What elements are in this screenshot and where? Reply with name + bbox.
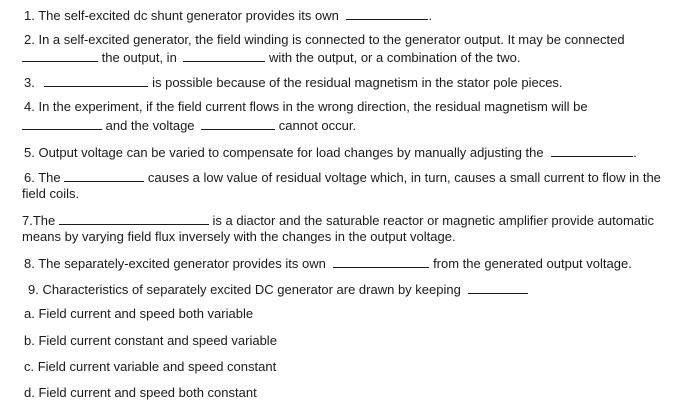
question-3-text: is possible because of the residual magnetism in the stator pole pieces. bbox=[152, 75, 563, 90]
question-5-blank[interactable] bbox=[551, 144, 633, 157]
option-a[interactable] bbox=[24, 306, 253, 322]
question-5-end: . bbox=[633, 145, 637, 160]
question-6-line-1 bbox=[24, 169, 661, 186]
option-c[interactable] bbox=[24, 359, 276, 375]
question-1-text: 1. The self-excited dc shunt generator provides its own bbox=[24, 8, 339, 23]
option-b-label: b. Field current constant and speed variable bbox=[24, 333, 277, 348]
question-4-line-2 bbox=[22, 117, 356, 134]
question-4-text-1: 4. In the experiment, if the field current flows in the wrong direction, the residual magnetism will be bbox=[24, 99, 588, 114]
question-8-text: 8. The separately-excited generator provides its own bbox=[24, 256, 326, 271]
question-7-text-2: means by varying field flux inversely with the changes in the output voltage. bbox=[22, 229, 456, 244]
question-5-text: 5. Output voltage can be varied to compensate for load changes by manually adjusting the bbox=[24, 145, 544, 160]
question-1-end: . bbox=[428, 8, 433, 23]
question-2-blank-2[interactable] bbox=[183, 49, 265, 62]
question-2-text-2: the output, in bbox=[101, 50, 177, 65]
question-3 bbox=[24, 74, 563, 91]
question-9-blank[interactable] bbox=[468, 281, 528, 294]
question-7-line-2 bbox=[22, 229, 456, 245]
question-9-text: 9. Characteristics of separately excited DC generator are drawn by keeping bbox=[28, 282, 461, 297]
question-7-line-1 bbox=[22, 212, 654, 229]
question-2-text-1: 2. In a self-excited generator, the field winding is connected to the generator output. It may be connected bbox=[24, 32, 625, 47]
question-2-line-1 bbox=[24, 32, 625, 48]
question-2-blank-1[interactable] bbox=[22, 49, 98, 62]
question-6-line-2 bbox=[22, 186, 79, 202]
question-1 bbox=[24, 7, 432, 24]
question-4-blank-1[interactable] bbox=[22, 117, 102, 130]
question-1-blank[interactable] bbox=[346, 7, 428, 20]
question-3-number: 3. bbox=[24, 75, 35, 90]
question-4-text-3: cannot occur. bbox=[278, 118, 357, 133]
question-5 bbox=[24, 144, 637, 161]
question-7-text: is a diactor and the saturable reactor or magnetic amplifier provide automatic bbox=[212, 213, 654, 228]
question-6-text: causes a low value of residual voltage which, in turn, causes a small current to flow in the bbox=[147, 170, 661, 185]
question-8-blank[interactable] bbox=[333, 255, 429, 268]
question-6-number: 6. The bbox=[24, 170, 61, 185]
option-a-label: a. Field current and speed both variable bbox=[24, 306, 254, 321]
question-4-line-1 bbox=[24, 99, 588, 115]
question-9 bbox=[28, 281, 528, 298]
question-3-blank[interactable] bbox=[44, 74, 148, 87]
option-c-label: c. Field current variable and speed constant bbox=[24, 359, 277, 374]
option-d[interactable] bbox=[24, 385, 257, 401]
question-4-text-2: and the voltage bbox=[105, 118, 195, 133]
question-7-number: 7.The bbox=[22, 213, 56, 228]
question-2-text-3: with the output, or a combination of the two. bbox=[269, 50, 521, 65]
question-4-blank-2[interactable] bbox=[201, 117, 275, 130]
question-7-blank[interactable] bbox=[59, 212, 209, 225]
question-8-text-2: from the generated output voltage. bbox=[433, 256, 632, 271]
option-d-label: d. Field current and speed both constant bbox=[24, 385, 257, 400]
question-8 bbox=[24, 255, 632, 272]
question-2-line-2 bbox=[22, 49, 521, 66]
question-6-blank[interactable] bbox=[64, 169, 144, 182]
option-b[interactable] bbox=[24, 333, 277, 349]
question-6-text-2: field coils. bbox=[22, 186, 80, 201]
